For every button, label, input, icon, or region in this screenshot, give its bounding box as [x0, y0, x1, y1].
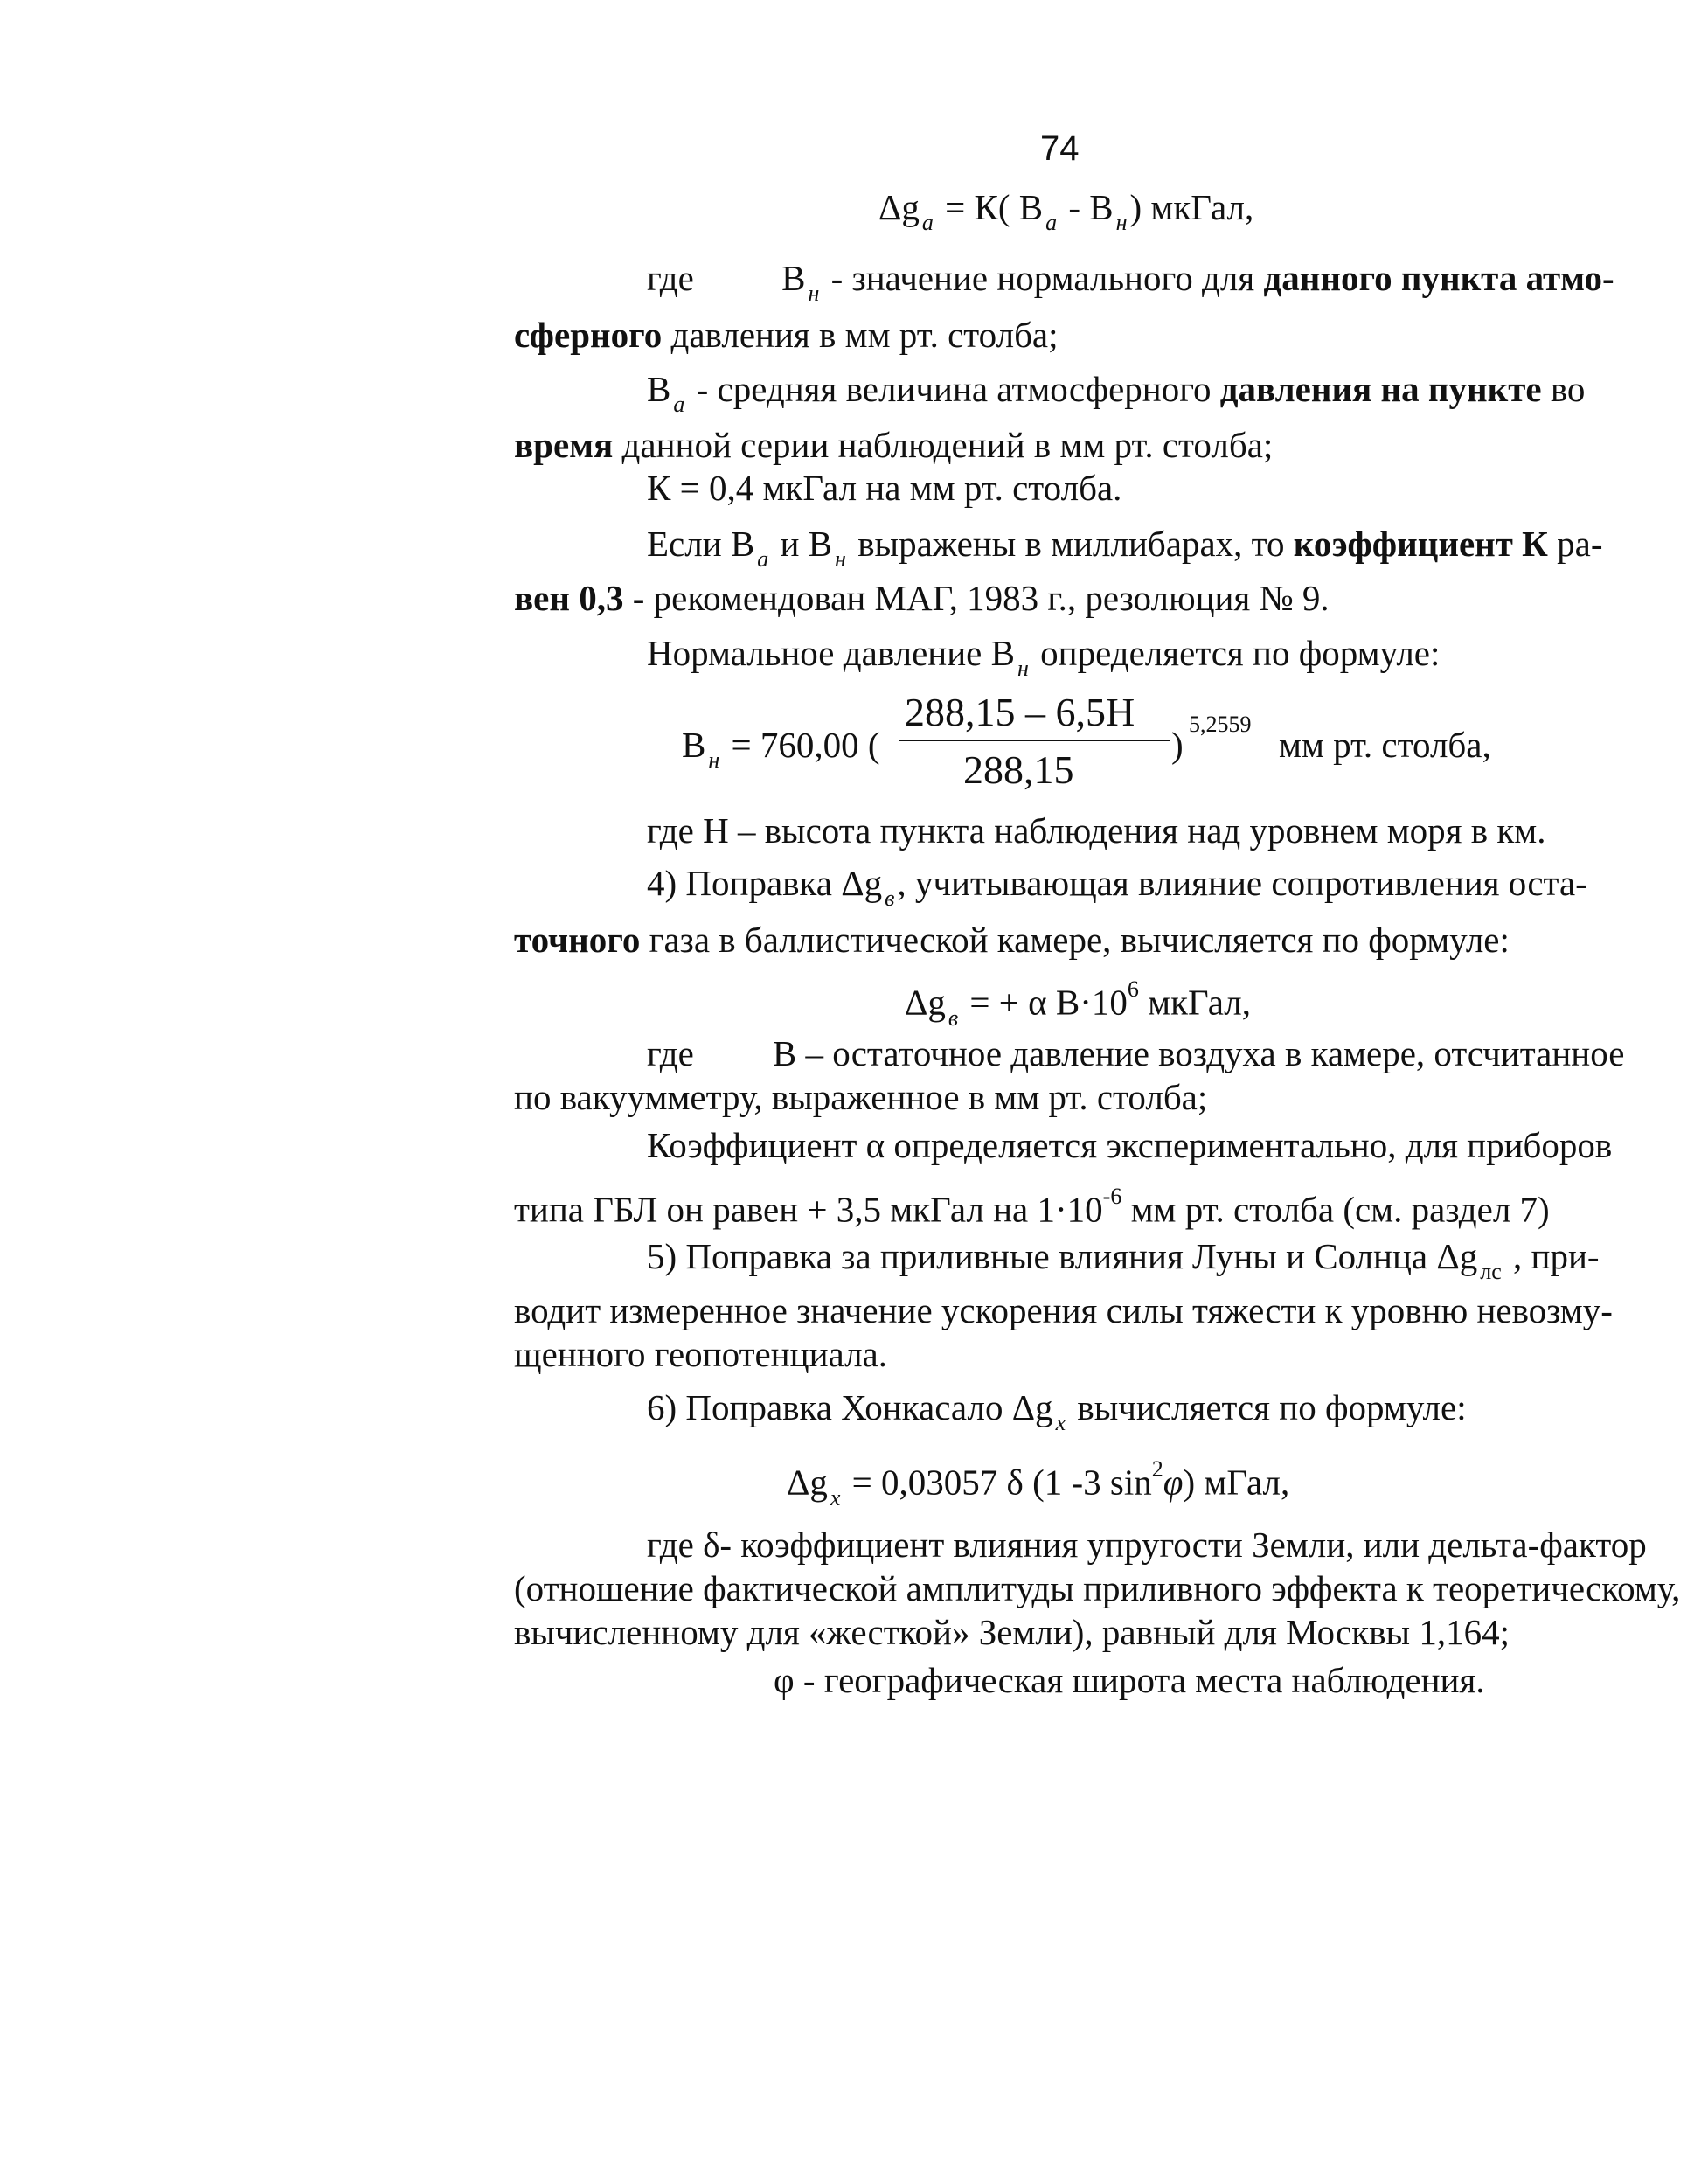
bold-text: вен 0,3 -: [514, 578, 645, 618]
text: мкГал,: [1138, 982, 1251, 1023]
symbol: Δg: [905, 982, 946, 1023]
superscript: -6: [1102, 1184, 1122, 1209]
item5-line2: водит измеренное значение ускорения силы тяжести к уровню невозму-: [514, 1290, 1613, 1330]
text: = 760,00 (: [722, 725, 880, 765]
fraction-numerator: 288,15 – 6,5H: [905, 690, 1135, 734]
formula-text: = К( В: [935, 187, 1044, 227]
definition-k: К = 0,4 мкГал на мм рт. столба.: [647, 468, 1122, 508]
formula-residual-gas: [905, 973, 1251, 1030]
item5-line1: [647, 1234, 1600, 1283]
bold-text: сферного: [514, 315, 663, 355]
text: рекомендован МАГ, 1983 г., резолюция № 9.: [644, 578, 1330, 618]
subscript: х: [830, 1484, 841, 1511]
item4-line2: [514, 918, 1510, 962]
text: В – остаточное давление воздуха в камере, отсчитанное: [772, 1033, 1625, 1073]
fraction-denominator: 288,15: [963, 747, 1074, 792]
text: Если В: [647, 524, 755, 564]
text: , учитывающая влияние сопротивления оста-: [897, 863, 1587, 903]
item5-line3: щенного геопотенциала.: [514, 1334, 887, 1374]
formula-subscript: a: [921, 210, 934, 235]
subscript: н: [835, 546, 846, 572]
bold-text: время: [514, 425, 614, 465]
subscript: а: [757, 546, 769, 572]
bold-text: данного пункта атмо-: [1263, 258, 1614, 298]
definition-b-line2: по вакуумметру, выраженное в мм рт. столба;: [514, 1077, 1208, 1117]
bold-text: давления на пункте: [1219, 369, 1542, 409]
text: = 0,03057 δ (1 -3 sin: [843, 1462, 1152, 1503]
formula-atmospheric-correction: [878, 185, 1253, 234]
text: во: [1541, 369, 1586, 409]
text: 5) Поправка за приливные влияния Луны и Солнца Δg: [647, 1236, 1478, 1276]
closing-paren: ): [1171, 725, 1184, 765]
text: выражены в миллибарах, то: [848, 524, 1294, 564]
symbol: В: [682, 725, 706, 765]
definition-delta-line3: вычисленному для «жесткой» Земли), равный для Москвы 1,164;: [514, 1612, 1510, 1652]
subscript: в: [885, 886, 895, 911]
millibar-line2: [514, 576, 1330, 620]
text: 6) Поправка Хонкасало Δg: [647, 1387, 1053, 1427]
text: определяется по формуле:: [1031, 633, 1441, 673]
subscript: а: [673, 392, 685, 417]
definition-bn-line2: [514, 313, 1059, 357]
page-number: 74: [1040, 129, 1080, 168]
text: 4) Поправка Δg: [647, 863, 883, 903]
text: , при-: [1503, 1236, 1600, 1276]
text: ) мГал,: [1183, 1462, 1290, 1503]
text: давления в мм рт. столба;: [662, 315, 1059, 355]
text: - средняя величина атмосферного: [687, 369, 1220, 409]
subscript: н: [808, 281, 820, 306]
alpha-line2: [514, 1180, 1550, 1232]
millibar-line1: [647, 522, 1603, 571]
bold-text: точного: [514, 920, 641, 960]
definition-bn-line1: [647, 256, 1652, 305]
formula-text: ) мкГал,: [1129, 187, 1254, 227]
definition-delta-line1: где δ- коэффициент влияния упругости Земли, или дельта-фактор: [647, 1525, 1647, 1565]
symbol: В: [647, 369, 671, 409]
symbol: Δg: [787, 1462, 828, 1503]
item4-line1: [647, 861, 1587, 910]
text: газа в баллистической камере, вычисляется по формуле:: [640, 920, 1510, 960]
formula-lhs: [682, 724, 880, 773]
superscript: 2: [1151, 1456, 1163, 1482]
definition-b-line1: [647, 1031, 1624, 1075]
text: - значение нормального для: [822, 258, 1264, 298]
text: ра-: [1547, 524, 1603, 564]
text: типа ГБЛ он равен + 3,5 мкГал на 1·10: [514, 1189, 1103, 1230]
definition-ba-line2: [514, 423, 1273, 467]
superscript: 6: [1127, 976, 1139, 1002]
subscript: в: [948, 1004, 959, 1031]
text: Нормальное давление В: [647, 633, 1015, 673]
formula-normal-pressure: [682, 689, 1521, 794]
text: = + α В·10: [961, 982, 1128, 1023]
exponent: 5,2559: [1189, 712, 1252, 737]
alpha-line1: Коэффициент α определяется экспериментально, для приборов: [647, 1125, 1613, 1165]
subscript: лс: [1480, 1259, 1502, 1284]
formula-symbol: Δg: [878, 187, 920, 227]
formula-subscript: н: [1115, 210, 1128, 235]
text: где: [647, 1033, 694, 1073]
subscript: н: [1017, 656, 1029, 681]
formula-text: - В: [1059, 187, 1114, 227]
definition-phi: φ - географическая широта места наблюдения.: [774, 1660, 1485, 1700]
normal-pressure-intro: [647, 631, 1440, 680]
formula-subscript: a: [1045, 210, 1058, 235]
definition-h: где Н – высота пункта наблюдения над уровнем моря в км.: [647, 810, 1546, 851]
text: мм рт. столба (см. раздел 7): [1121, 1189, 1550, 1230]
formula-honkasalo: [787, 1453, 1289, 1510]
subscript: х: [1055, 1410, 1066, 1435]
text: вычисляется по формуле:: [1068, 1387, 1467, 1427]
formula-unit: мм рт. столба,: [1279, 725, 1491, 765]
text: и В: [771, 524, 833, 564]
text: данной серии наблюдений в мм рт. столба;: [613, 425, 1274, 465]
symbol: В: [781, 258, 806, 298]
subscript: н: [708, 747, 720, 773]
text: где: [647, 258, 694, 298]
definition-delta-line2: (отношение фактической амплитуды приливного эффекта к теоретическому,: [514, 1568, 1681, 1608]
definition-ba-line1: [647, 367, 1585, 416]
fraction-bar: [899, 740, 1170, 741]
bold-text: коэффициент К: [1293, 524, 1548, 564]
item6-intro: [647, 1386, 1467, 1434]
phi-symbol: φ: [1163, 1462, 1184, 1503]
